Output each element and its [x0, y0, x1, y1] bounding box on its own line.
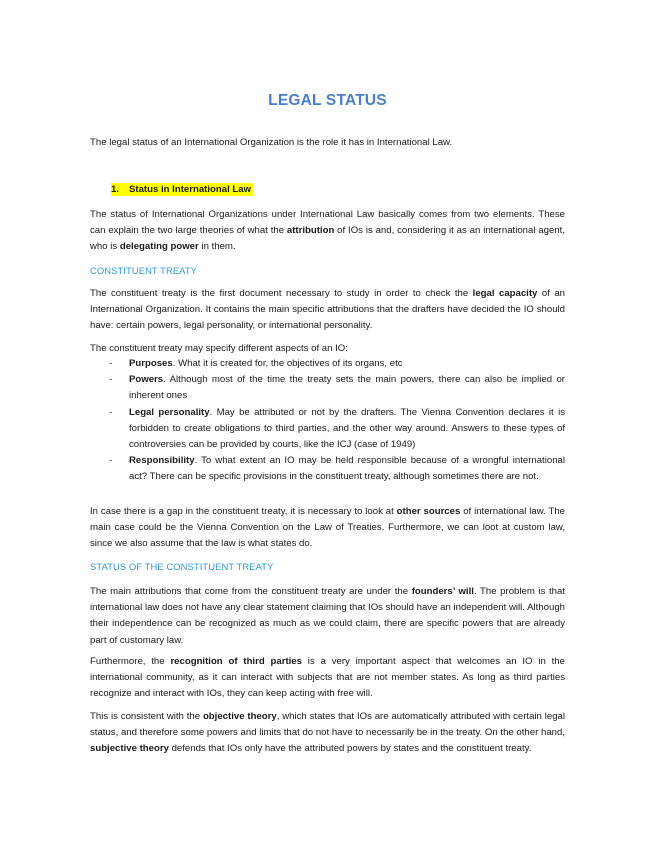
bold-term: delegating power [119, 241, 199, 253]
list-item-term: Purposes [129, 358, 173, 369]
bold-term: subjective theory [90, 743, 169, 755]
page-title: LEGAL STATUS [268, 92, 387, 109]
bold-term: legal capacity [472, 288, 538, 299]
list-item: - Purposes. What it is created for, the objectives of its organs, etc [109, 358, 403, 369]
bold-term: founders’ will [411, 586, 474, 597]
list-item: - Responsibility. To what extent an IO may be held responsible because of a wrongful international act? There can be specific provisions in the constituent treaty, although sometimes there are not. [109, 455, 565, 483]
gap-paragraph: In case there is a gap in the constituent treaty, it is necessary to look at other sources of international law. The main case could be the Vienna Convention on the Law of Treaties. Furthermore, we can loot at custom law, since we also assume that the law is what states do. [90, 506, 565, 550]
list-item-term: Legal personality [129, 406, 210, 418]
aspects-list [90, 356, 565, 486]
subheading-constituent-treaty: CONSTITUENT TREATY [90, 265, 198, 276]
list-item: - Powers. Although most of the time the treaty sets the main powers, there can also be implied or inherent ones [109, 374, 565, 402]
bold-term: recognition of third parties [170, 656, 302, 667]
section-heading-status-in-international-law [111, 184, 253, 195]
list-intro: The constituent treaty may specify different aspects of an IO: [90, 343, 348, 354]
bold-term: other sources [396, 506, 461, 517]
list-item-term: Responsibility [129, 455, 195, 467]
list-item: - Legal personality. May be attributed or not by the drafters. The Vienna Convention declares it is forbidden to create obligations to third parties, and the other way around. Answers to these types of controversies can be provided by courts, like the ICJ (case of 1949) [109, 406, 566, 451]
list-item-term: Powers [129, 374, 164, 386]
status-paragraph: The status of International Organizations under International Law basically comes from two elements. These can explain the two large theories of what the attribution of IOs is and, considering it as an international agent, who is delegating power in them. [90, 209, 565, 253]
bold-term: objective theory [202, 711, 277, 722]
bold-term: attribution [286, 225, 335, 237]
constituent-treaty-paragraph: The constituent treaty is the first document necessary to study in order to check the legal capacity of an International Organization. It contains the main specific attributions that the drafters have decided the IO should have: certain powers, legal personality, or international personality. [90, 288, 565, 332]
theories-paragraph: This is consistent with the objective theory, which states that IOs are automatically attributed with certain legal status, and therefore some powers and limits that do not have to necessarily be in the treaty. On the other hand, subjective theory defends that IOs only have the attributed powers by states and the constituent treaty. [90, 711, 565, 755]
founders-will-paragraph: The main attributions that come from the constituent treaty are under the founders’ will. The problem is that international law does not have any clear statement claiming that IOs should have an independent will. Although their independence can be recognized as much as we could claim, there are specific powers that are already part of customary law. [90, 586, 565, 646]
subheading-status-of-constituent-treaty: STATUS OF THE CONSTITUENT TREATY [90, 561, 274, 572]
section-heading-text: Status in International Law [129, 184, 252, 195]
section-number: 1. [111, 184, 120, 195]
intro-paragraph: The legal status of an International Organization is the role it has in International Law. [90, 137, 453, 148]
third-parties-paragraph: Furthermore, the recognition of third parties is a very important aspect that welcomes an IO in the international community, as it can interact with subjects that are not member states. As long as third parties recognize and interact with IOs, they can keep acting with free will. [90, 656, 565, 700]
highlighted-heading [111, 183, 253, 196]
